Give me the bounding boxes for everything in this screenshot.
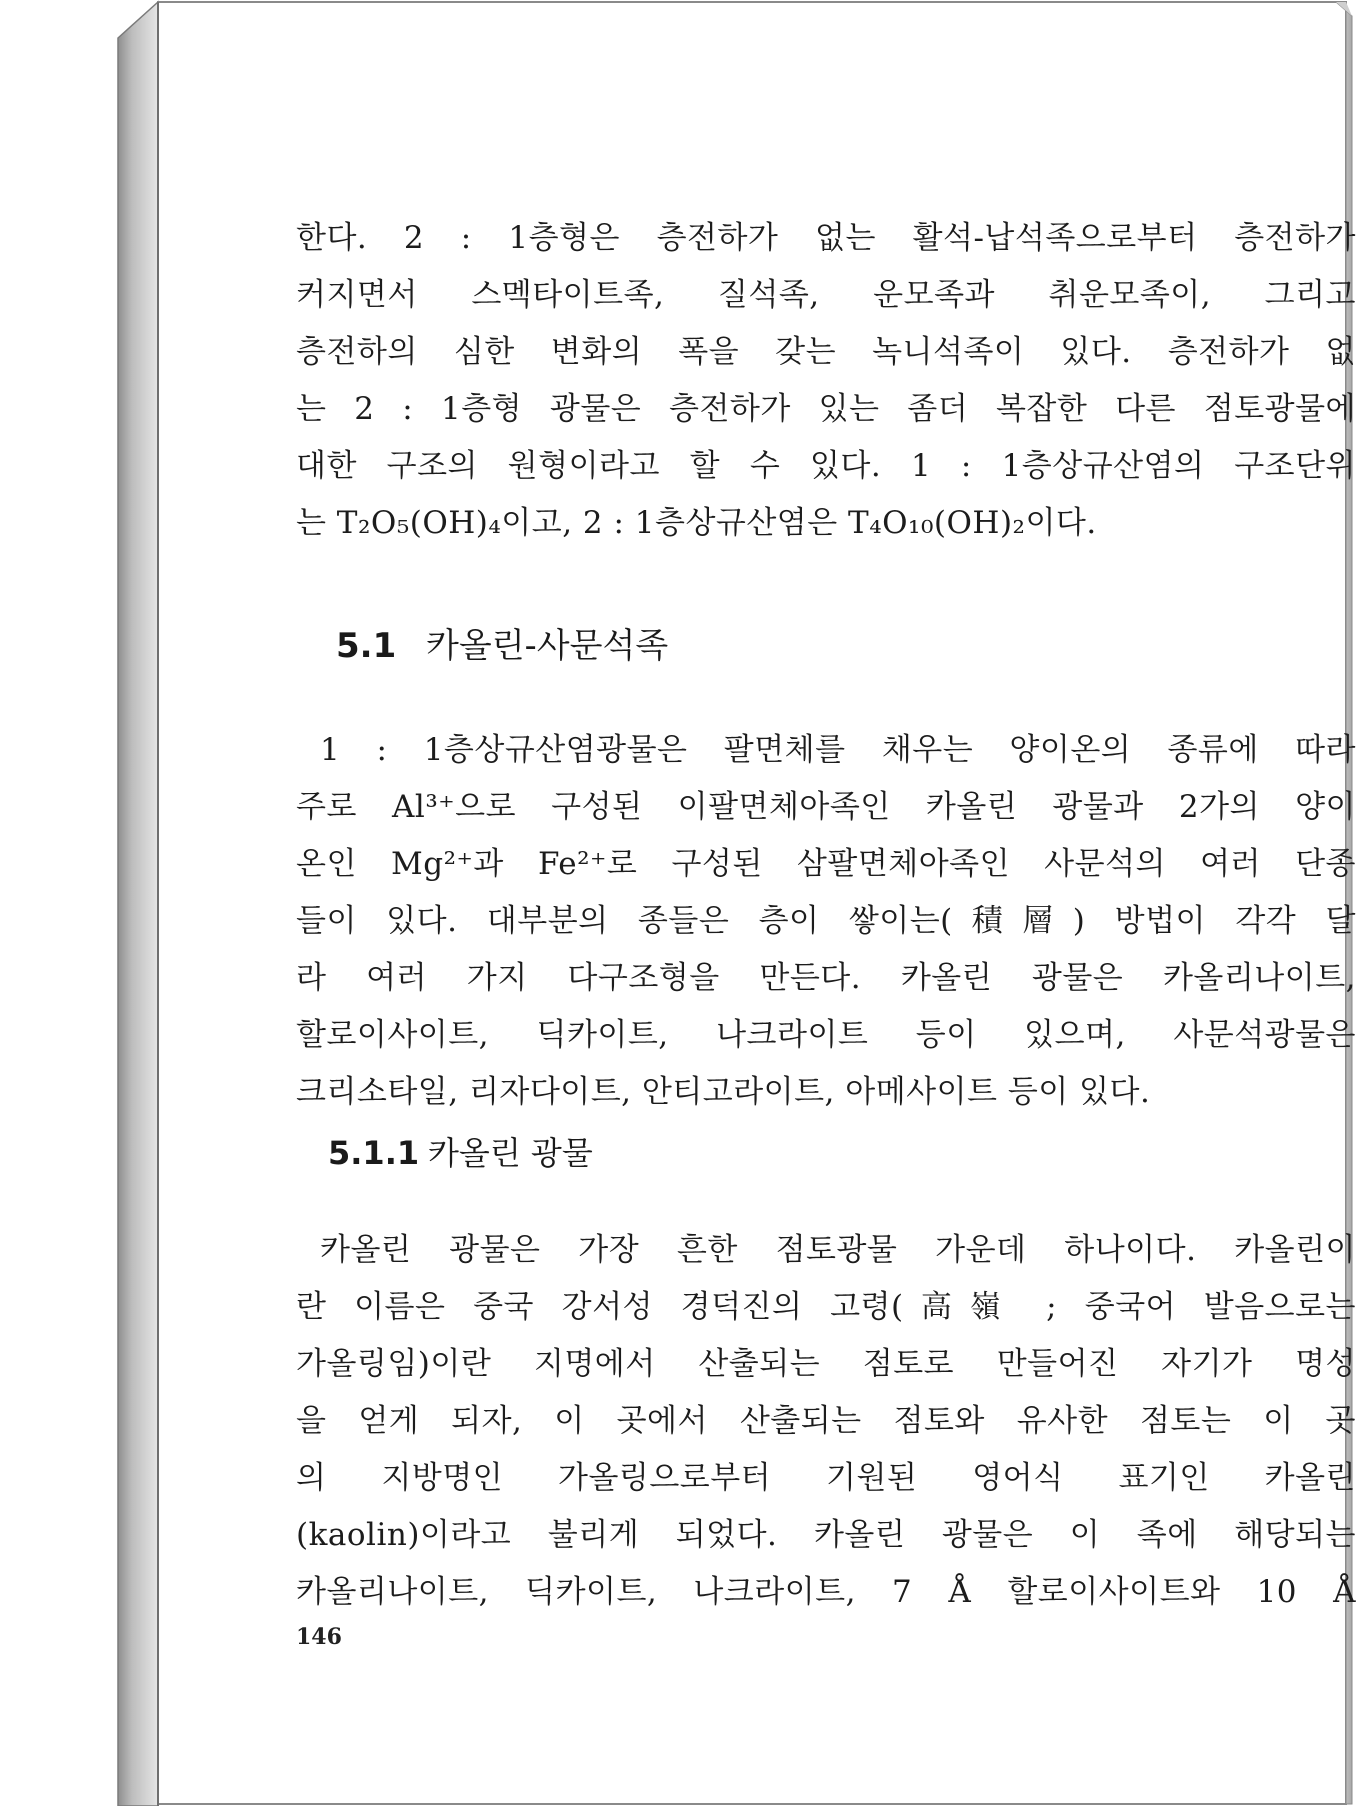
text-line: 라 여러 가지 다구조형을 만든다. 카올린 광물은 카올리나이트, bbox=[296, 960, 1356, 996]
text-line: 가올링임)이란 지명에서 산출되는 점토로 만들어진 자기가 명성 bbox=[296, 1346, 1356, 1382]
text-line: 카올린 광물은 가장 흔한 점토광물 가운데 하나이다. 카올린이 bbox=[320, 1232, 1356, 1268]
section-number: 5.1 bbox=[336, 626, 397, 666]
page-number: 146 bbox=[296, 1624, 342, 1650]
paragraph-3 bbox=[296, 1222, 1356, 1621]
text-line: 할로이사이트, 딕카이트, 나크라이트 등이 있으며, 사문석광물은 bbox=[296, 1017, 1356, 1053]
text-line: (kaolin)이라고 불리게 되었다. 카올린 광물은 이 족에 해당되는 bbox=[296, 1517, 1356, 1553]
text-line: 커지면서 스멕타이트족, 질석족, 운모족과 취운모족이, 그리고 bbox=[296, 277, 1356, 313]
paragraph-1 bbox=[296, 210, 1356, 552]
section-heading-5-1 bbox=[336, 618, 668, 667]
section-title: 카올린 광물 bbox=[428, 1134, 593, 1172]
text-line: 1 : 1층상규산염광물은 팔면체를 채우는 양이온의 종류에 따라 bbox=[320, 732, 1356, 768]
text-line: 층전하의 심한 변화의 폭을 갖는 녹니석족이 있다. 층전하가 없 bbox=[296, 334, 1356, 370]
text-line: 주로 Al³⁺으로 구성된 이팔면체아족인 카올린 광물과 2가의 양이 bbox=[296, 789, 1356, 825]
text-line: 란 이름은 중국 강서성 경덕진의 고령(高嶺 ; 중국어 발음으로는 bbox=[296, 1289, 1356, 1325]
paragraph-2 bbox=[296, 722, 1356, 1121]
section-title: 카올린-사문석족 bbox=[426, 626, 669, 666]
text-line: 의 지방명인 가올링으로부터 기원된 영어식 표기인 카올린 bbox=[296, 1460, 1356, 1496]
text-line: 는 2 : 1층형 광물은 층전하가 있는 좀더 복잡한 다른 점토광물에 bbox=[296, 391, 1356, 427]
text-line: 는 T₂O₅(OH)₄이고, 2 : 1층상규산염은 T₄O₁₀(OH)₂이다. bbox=[296, 505, 1097, 541]
text-line: 들이 있다. 대부분의 종들은 층이 쌓이는(積層) 방법이 각각 달 bbox=[296, 903, 1356, 939]
text-line: 크리소타일, 리자다이트, 안티고라이트, 아메사이트 등이 있다. bbox=[296, 1074, 1151, 1110]
text-line: 한다. 2 : 1층형은 층전하가 없는 활석-납석족으로부터 층전하가 bbox=[296, 220, 1356, 256]
section-heading-5-1-1 bbox=[328, 1128, 593, 1174]
book-page bbox=[158, 0, 1356, 1806]
section-number: 5.1.1 bbox=[328, 1134, 420, 1172]
text-line: 온인 Mg²⁺과 Fe²⁺로 구성된 삼팔면체아족인 사문석의 여러 단종 bbox=[296, 846, 1356, 882]
book-spine bbox=[118, 2, 158, 1806]
text-line: 대한 구조의 원형이라고 할 수 있다. 1 : 1층상규산염의 구조단위 bbox=[296, 448, 1356, 484]
text-line: 을 얻게 되자, 이 곳에서 산출되는 점토와 유사한 점토는 이 곳 bbox=[296, 1403, 1356, 1439]
text-line: 카올리나이트, 딕카이트, 나크라이트, 7 Å 할로이사이트와 10 Å bbox=[296, 1574, 1356, 1610]
